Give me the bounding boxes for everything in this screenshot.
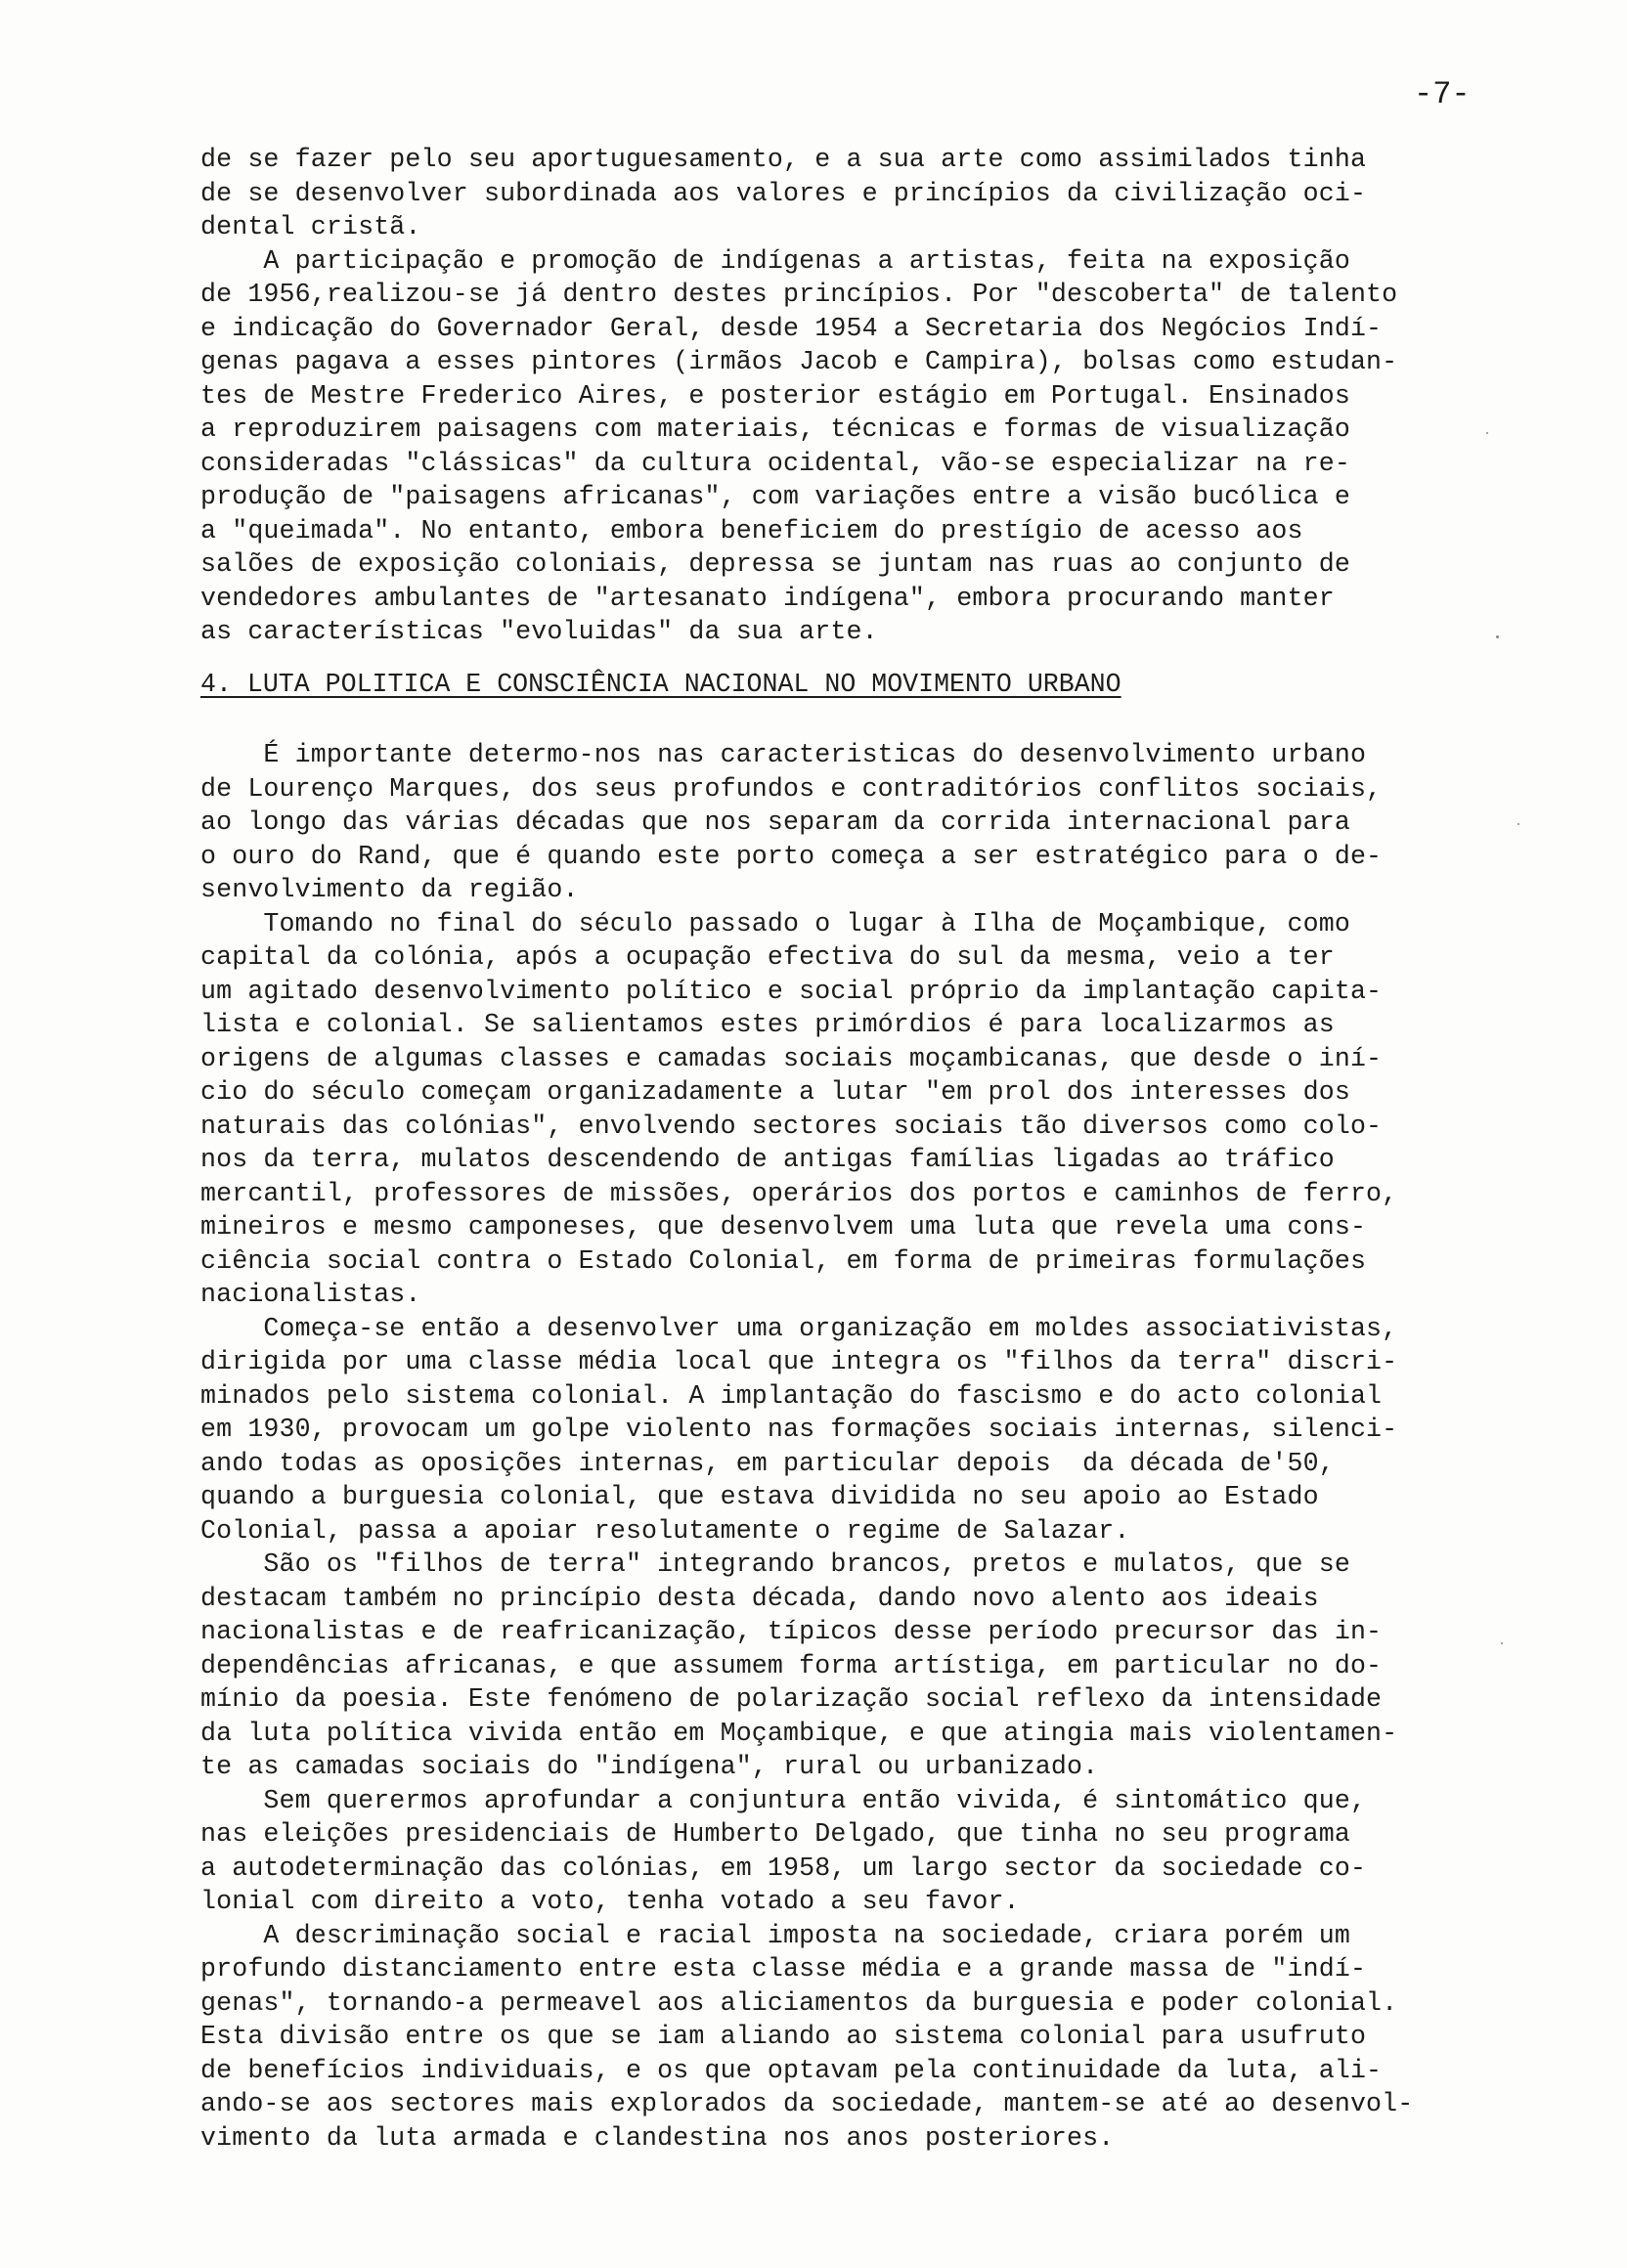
text-line: um agitado desenvolvimento político e social próprio da implantação capita- — [200, 976, 1383, 1006]
text-line: naturais das colónias", envolvendo sectores sociais tão diversos como colo- — [200, 1111, 1383, 1141]
text-line: te as camadas sociais do "indígena", rural ou urbanizado. — [200, 1752, 1099, 1781]
text-line: mineiros e mesmo camponeses, que desenvolvem uma luta que revela uma cons- — [200, 1212, 1367, 1242]
text-line: tes de Mestre Frederico Aires, e posterior estágio em Portugal. Ensinados — [200, 380, 1350, 411]
text-line: dental cristã. — [200, 212, 421, 241]
section-heading: 4. LUTA POLITICA E CONSCIÊNCIA NACIONAL NO MOVIMENTO URBANO — [200, 670, 1121, 699]
text-line: em 1930, provocam um golpe violento nas formações sociais internas, silenci- — [200, 1415, 1398, 1444]
text-line: lista e colonial. Se salientamos estes primórdios é para localizarmos as — [200, 1010, 1335, 1039]
page-number: -7- — [1414, 76, 1471, 112]
scan-speck — [1496, 635, 1499, 638]
text-line: lonial com direito a voto, tenha votado a seu favor. — [200, 1887, 1020, 1916]
text-line: A participação e promoção de indígenas a artistas, feita na exposição — [200, 245, 1350, 276]
paragraph-block-arte — [200, 143, 1491, 649]
text-line: e indicação do Governador Geral, desde 1954 a Secretaria dos Negócios Indí- — [200, 313, 1383, 343]
scan-speck — [1517, 823, 1519, 825]
scan-speck — [1486, 432, 1488, 434]
text-line: profundo distanciamento entre esta classe média e a grande massa de "indí- — [200, 1954, 1367, 1984]
text-line: a "queimada". No entanto, embora beneficiem do prestígio de acesso aos — [200, 515, 1303, 545]
text-line: mínio da poesia. Este fenómeno de polarização social reflexo da intensidade — [200, 1684, 1383, 1714]
text-line: ando todas as oposições internas, em particular depois da década de'50, — [200, 1448, 1335, 1478]
text-line: nos da terra, mulatos descendendo de antigas famílias ligadas ao tráfico — [200, 1145, 1335, 1174]
text-line: a reproduzirem paisagens com materiais, técnicas e formas de visualização — [200, 414, 1350, 444]
text-line: capital da colónia, após a ocupação efectiva do sul da mesma, veio a ter — [200, 942, 1335, 972]
text-line: de benefícios individuais, e os que optavam pela continuidade da luta, ali- — [200, 2055, 1383, 2085]
text-line: minados pelo sistema colonial. A implantação do fascismo e do acto colonial — [200, 1380, 1383, 1411]
text-line: de se desenvolver subordinada aos valores e princípios da civilização oci- — [200, 178, 1367, 208]
text-line: consideradas "clássicas" da cultura ocidental, vão-se especializar na re- — [200, 448, 1350, 478]
paragraph-block-luta-politica — [200, 738, 1491, 2155]
text-line: de Lourenço Marques, dos seus profundos e contraditórios conflitos sociais, — [200, 773, 1383, 804]
text-line: salões de exposição coloniais, depressa se juntam nas ruas ao conjunto de — [200, 549, 1350, 579]
text-line: Colonial, passa a apoiar resolutamente o regime de Salazar. — [200, 1515, 1130, 1546]
text-line: dependências africanas, e que assumem forma artístiga, em particular no do- — [200, 1650, 1383, 1680]
text-line: Começa-se então a desenvolver uma organização em moldes associativistas, — [200, 1313, 1398, 1343]
text-line: a autodeterminação das colónias, em 1958, um largo sector da sociedade co- — [200, 1853, 1367, 1883]
text-line: São os "filhos de terra" integrando brancos, pretos e mulatos, que se — [200, 1549, 1350, 1579]
text-line: senvolvimento da região. — [200, 875, 579, 904]
text-line: da luta política vivida então em Moçambique, e que atingia mais violentamen- — [200, 1718, 1398, 1748]
text-line: genas pagava a esses pintores (irmãos Jacob e Campira), bolsas como estudan- — [200, 347, 1398, 376]
text-line: Tomando no final do século passado o lugar à Ilha de Moçambique, como — [200, 908, 1350, 938]
text-line: vendedores ambulantes de "artesanato indígena", embora procurando manter — [200, 583, 1335, 613]
text-line: dirigida por uma classe média local que integra os "filhos da terra" discri- — [200, 1347, 1398, 1376]
text-line: o ouro do Rand, que é quando este porto começa a ser estratégico para o de- — [200, 841, 1383, 871]
text-line: quando a burguesia colonial, que estava dividida no seu apoio ao Estado — [200, 1482, 1319, 1511]
text-line: produção de "paisagens africanas", com variações entre a visão bucólica e — [200, 482, 1350, 511]
text-line: A descriminação social e racial imposta na sociedade, criara porém um — [200, 1920, 1350, 1950]
text-line: vimento da luta armada e clandestina nos anos posteriores. — [200, 2122, 1115, 2153]
text-line: Esta divisão entre os que se iam aliando ao sistema colonial para usufruto — [200, 2022, 1367, 2051]
text-line: as características "evoluidas" da sua arte. — [200, 617, 878, 646]
text-line: nas eleições presidenciais de Humberto Delgado, que tinha no seu programa — [200, 1819, 1350, 1849]
text-line: mercantil, professores de missões, operários dos portos e caminhos de ferro, — [200, 1178, 1398, 1208]
text-line: nacionalistas e de reafricanização, típicos desse período precursor das in- — [200, 1617, 1383, 1646]
text-line: origens de algumas classes e camadas sociais moçambicanas, que desde o iní- — [200, 1043, 1383, 1073]
text-line: cio do século começam organizadamente a lutar "em prol dos interesses dos — [200, 1077, 1350, 1107]
text-line: de 1956,realizou-se já dentro destes princípios. Por "descoberta" de talento — [200, 280, 1398, 309]
text-line: de se fazer pelo seu aportuguesamento, e a sua arte como assimilados tinha — [200, 145, 1367, 174]
scan-speck — [1501, 1642, 1503, 1644]
text-line: ciência social contra o Estado Colonial, em forma de primeiras formulações — [200, 1245, 1367, 1276]
text-line: destacam também no princípio desta década, dando novo alento aos ideais — [200, 1583, 1319, 1613]
text-line: genas", tornando-a permeavel aos aliciamentos da burguesia e poder colonial. — [200, 1987, 1398, 2018]
text-line: É importante determo-nos nas caracteristicas do desenvolvimento urbano — [200, 740, 1367, 769]
text-line: ando-se aos sectores mais explorados da sociedade, mantem-se até ao desenvol- — [200, 2089, 1414, 2118]
text-line: nacionalistas. — [200, 1280, 421, 1309]
text-line: Sem querermos aprofundar a conjuntura então vivida, é sintomático que, — [200, 1785, 1367, 1815]
text-line: ao longo das várias décadas que nos separam da corrida internacional para — [200, 807, 1350, 837]
